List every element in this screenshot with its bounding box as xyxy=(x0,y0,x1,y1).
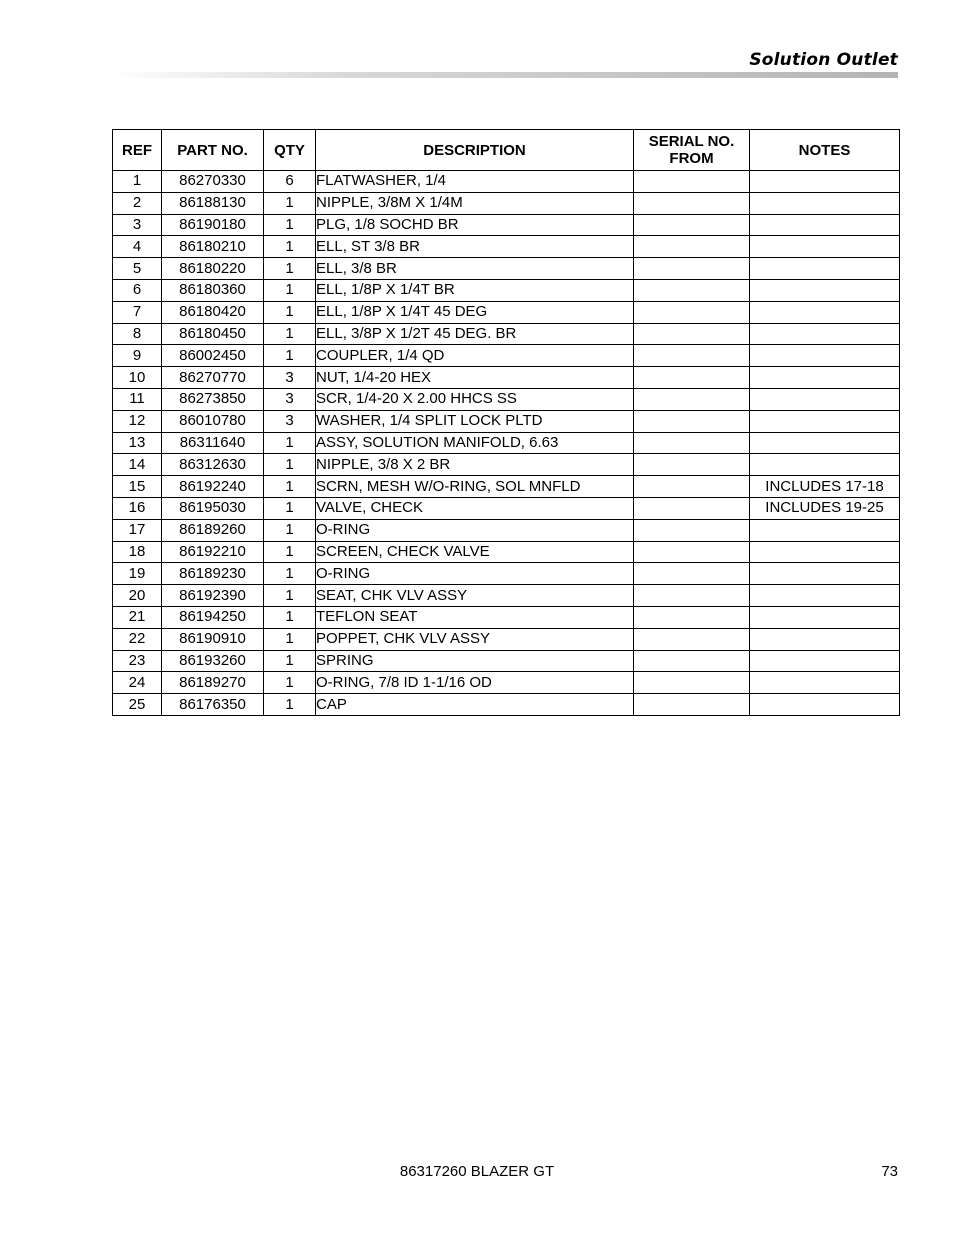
table-row xyxy=(113,519,900,541)
cell-qty: 1 xyxy=(264,606,316,628)
cell-qty: 1 xyxy=(264,345,316,367)
cell-ref: 12 xyxy=(113,410,162,432)
cell-notes xyxy=(750,301,900,323)
cell-ref: 10 xyxy=(113,367,162,389)
cell-qty: 1 xyxy=(264,497,316,519)
cell-part-no: 86270330 xyxy=(162,171,264,193)
cell-description: ELL, ST 3/8 BR xyxy=(316,236,634,258)
column-header-part-no: PART NO. xyxy=(162,130,264,171)
cell-description: COUPLER, 1/4 QD xyxy=(316,345,634,367)
cell-serial-no-from xyxy=(634,585,750,607)
footer-page-number: 73 xyxy=(881,1163,898,1180)
cell-description: POPPET, CHK VLV ASSY xyxy=(316,628,634,650)
cell-qty: 1 xyxy=(264,454,316,476)
cell-description: NUT, 1/4-20 HEX xyxy=(316,367,634,389)
cell-notes xyxy=(750,519,900,541)
cell-description: ELL, 3/8P X 1/2T 45 DEG. BR xyxy=(316,323,634,345)
cell-qty: 1 xyxy=(264,279,316,301)
cell-qty: 1 xyxy=(264,519,316,541)
cell-part-no: 86180360 xyxy=(162,279,264,301)
cell-description: SCR, 1/4-20 X 2.00 HHCS SS xyxy=(316,388,634,410)
cell-serial-no-from xyxy=(634,650,750,672)
cell-serial-no-from xyxy=(634,192,750,214)
cell-part-no: 86194250 xyxy=(162,606,264,628)
cell-ref: 9 xyxy=(113,345,162,367)
table-row xyxy=(113,432,900,454)
cell-ref: 4 xyxy=(113,236,162,258)
table-row xyxy=(113,606,900,628)
cell-ref: 11 xyxy=(113,388,162,410)
cell-notes xyxy=(750,585,900,607)
header-rule xyxy=(110,72,898,78)
cell-serial-no-from xyxy=(634,563,750,585)
cell-part-no: 86180450 xyxy=(162,323,264,345)
cell-notes xyxy=(750,345,900,367)
column-header-ref: REF xyxy=(113,130,162,171)
cell-ref: 25 xyxy=(113,694,162,716)
cell-qty: 1 xyxy=(264,323,316,345)
cell-ref: 6 xyxy=(113,279,162,301)
cell-notes xyxy=(750,192,900,214)
cell-part-no: 86312630 xyxy=(162,454,264,476)
cell-part-no: 86192210 xyxy=(162,541,264,563)
table-row xyxy=(113,476,900,498)
cell-qty: 1 xyxy=(264,258,316,280)
table-row xyxy=(113,345,900,367)
cell-qty: 1 xyxy=(264,236,316,258)
cell-notes xyxy=(750,432,900,454)
cell-notes xyxy=(750,563,900,585)
table-row xyxy=(113,192,900,214)
cell-ref: 13 xyxy=(113,432,162,454)
cell-notes xyxy=(750,454,900,476)
cell-serial-no-from xyxy=(634,606,750,628)
cell-notes xyxy=(750,367,900,389)
cell-serial-no-from xyxy=(634,388,750,410)
cell-qty: 1 xyxy=(264,672,316,694)
cell-part-no: 86176350 xyxy=(162,694,264,716)
cell-part-no: 86002450 xyxy=(162,345,264,367)
cell-ref: 24 xyxy=(113,672,162,694)
cell-part-no: 86192390 xyxy=(162,585,264,607)
table-row xyxy=(113,171,900,193)
cell-notes xyxy=(750,279,900,301)
cell-qty: 1 xyxy=(264,432,316,454)
cell-description: VALVE, CHECK xyxy=(316,497,634,519)
cell-description: CAP xyxy=(316,694,634,716)
cell-part-no: 86010780 xyxy=(162,410,264,432)
cell-part-no: 86195030 xyxy=(162,497,264,519)
cell-notes xyxy=(750,541,900,563)
cell-part-no: 86270770 xyxy=(162,367,264,389)
cell-qty: 1 xyxy=(264,694,316,716)
cell-qty: 3 xyxy=(264,367,316,389)
cell-ref: 2 xyxy=(113,192,162,214)
cell-part-no: 86273850 xyxy=(162,388,264,410)
table-row xyxy=(113,258,900,280)
cell-qty: 1 xyxy=(264,214,316,236)
cell-serial-no-from xyxy=(634,214,750,236)
table-header-row xyxy=(113,130,900,171)
column-header-description: DESCRIPTION xyxy=(316,130,634,171)
cell-ref: 22 xyxy=(113,628,162,650)
cell-ref: 18 xyxy=(113,541,162,563)
cell-description: SPRING xyxy=(316,650,634,672)
cell-ref: 23 xyxy=(113,650,162,672)
cell-notes xyxy=(750,672,900,694)
table-row xyxy=(113,388,900,410)
cell-serial-no-from xyxy=(634,541,750,563)
cell-serial-no-from xyxy=(634,694,750,716)
cell-serial-no-from xyxy=(634,672,750,694)
cell-part-no: 86180210 xyxy=(162,236,264,258)
cell-serial-no-from xyxy=(634,410,750,432)
column-header-serial-no-from: SERIAL NO. FROM xyxy=(634,130,750,171)
cell-qty: 1 xyxy=(264,563,316,585)
cell-description: TEFLON SEAT xyxy=(316,606,634,628)
cell-part-no: 86193260 xyxy=(162,650,264,672)
table-row xyxy=(113,454,900,476)
cell-notes xyxy=(750,628,900,650)
cell-notes: INCLUDES 17-18 xyxy=(750,476,900,498)
cell-part-no: 86188130 xyxy=(162,192,264,214)
cell-serial-no-from xyxy=(634,171,750,193)
table-row xyxy=(113,214,900,236)
cell-ref: 16 xyxy=(113,497,162,519)
cell-description: O-RING xyxy=(316,519,634,541)
cell-description: ELL, 3/8 BR xyxy=(316,258,634,280)
cell-notes xyxy=(750,388,900,410)
cell-description: NIPPLE, 3/8M X 1/4M xyxy=(316,192,634,214)
cell-ref: 15 xyxy=(113,476,162,498)
cell-part-no: 86190180 xyxy=(162,214,264,236)
cell-ref: 20 xyxy=(113,585,162,607)
cell-serial-no-from xyxy=(634,497,750,519)
table-row xyxy=(113,650,900,672)
table-row xyxy=(113,279,900,301)
cell-ref: 8 xyxy=(113,323,162,345)
cell-notes xyxy=(750,410,900,432)
cell-ref: 1 xyxy=(113,171,162,193)
cell-notes xyxy=(750,606,900,628)
cell-serial-no-from xyxy=(634,279,750,301)
table-row xyxy=(113,563,900,585)
cell-description: PLG, 1/8 SOCHD BR xyxy=(316,214,634,236)
table-row xyxy=(113,672,900,694)
cell-notes xyxy=(750,694,900,716)
cell-qty: 1 xyxy=(264,541,316,563)
cell-qty: 3 xyxy=(264,388,316,410)
cell-notes xyxy=(750,236,900,258)
cell-ref: 17 xyxy=(113,519,162,541)
cell-qty: 1 xyxy=(264,301,316,323)
cell-notes xyxy=(750,214,900,236)
cell-serial-no-from xyxy=(634,258,750,280)
cell-serial-no-from xyxy=(634,432,750,454)
cell-serial-no-from xyxy=(634,454,750,476)
cell-serial-no-from xyxy=(634,476,750,498)
column-header-qty: QTY xyxy=(264,130,316,171)
cell-qty: 6 xyxy=(264,171,316,193)
cell-notes xyxy=(750,650,900,672)
cell-serial-no-from xyxy=(634,367,750,389)
cell-serial-no-from xyxy=(634,628,750,650)
cell-ref: 14 xyxy=(113,454,162,476)
cell-part-no: 86189230 xyxy=(162,563,264,585)
cell-serial-no-from xyxy=(634,345,750,367)
cell-description: SCREEN, CHECK VALVE xyxy=(316,541,634,563)
cell-description: SCRN, MESH W/O-RING, SOL MNFLD xyxy=(316,476,634,498)
cell-description: FLATWASHER, 1/4 xyxy=(316,171,634,193)
cell-part-no: 86180420 xyxy=(162,301,264,323)
cell-ref: 19 xyxy=(113,563,162,585)
table-row xyxy=(113,301,900,323)
cell-description: ELL, 1/8P X 1/4T BR xyxy=(316,279,634,301)
cell-description: ASSY, SOLUTION MANIFOLD, 6.63 xyxy=(316,432,634,454)
cell-description: O-RING xyxy=(316,563,634,585)
cell-serial-no-from xyxy=(634,519,750,541)
cell-description: NIPPLE, 3/8 X 2 BR xyxy=(316,454,634,476)
cell-notes: INCLUDES 19-25 xyxy=(750,497,900,519)
cell-qty: 1 xyxy=(264,650,316,672)
table-row xyxy=(113,541,900,563)
cell-part-no: 86189260 xyxy=(162,519,264,541)
cell-serial-no-from xyxy=(634,301,750,323)
cell-serial-no-from xyxy=(634,236,750,258)
table-row xyxy=(113,410,900,432)
cell-part-no: 86189270 xyxy=(162,672,264,694)
table-row xyxy=(113,694,900,716)
table-row xyxy=(113,585,900,607)
cell-notes xyxy=(750,171,900,193)
column-header-notes: NOTES xyxy=(750,130,900,171)
cell-description: SEAT, CHK VLV ASSY xyxy=(316,585,634,607)
cell-ref: 7 xyxy=(113,301,162,323)
cell-serial-no-from xyxy=(634,323,750,345)
cell-part-no: 86190910 xyxy=(162,628,264,650)
cell-description: ELL, 1/8P X 1/4T 45 DEG xyxy=(316,301,634,323)
cell-notes xyxy=(750,323,900,345)
cell-ref: 21 xyxy=(113,606,162,628)
cell-part-no: 86311640 xyxy=(162,432,264,454)
footer-document-id: 86317260 BLAZER GT xyxy=(399,1163,555,1180)
table-row xyxy=(113,628,900,650)
cell-description: WASHER, 1/4 SPLIT LOCK PLTD xyxy=(316,410,634,432)
page-title: Solution Outlet xyxy=(749,50,898,70)
table-row xyxy=(113,236,900,258)
table-row xyxy=(113,497,900,519)
cell-qty: 1 xyxy=(264,192,316,214)
cell-qty: 1 xyxy=(264,585,316,607)
parts-table xyxy=(112,129,900,716)
cell-part-no: 86192240 xyxy=(162,476,264,498)
cell-qty: 1 xyxy=(264,628,316,650)
cell-qty: 1 xyxy=(264,476,316,498)
cell-notes xyxy=(750,258,900,280)
cell-ref: 3 xyxy=(113,214,162,236)
cell-ref: 5 xyxy=(113,258,162,280)
table-row xyxy=(113,323,900,345)
cell-description: O-RING, 7/8 ID 1-1/16 OD xyxy=(316,672,634,694)
table-row xyxy=(113,367,900,389)
cell-part-no: 86180220 xyxy=(162,258,264,280)
parts-table-body xyxy=(113,171,900,716)
cell-qty: 3 xyxy=(264,410,316,432)
